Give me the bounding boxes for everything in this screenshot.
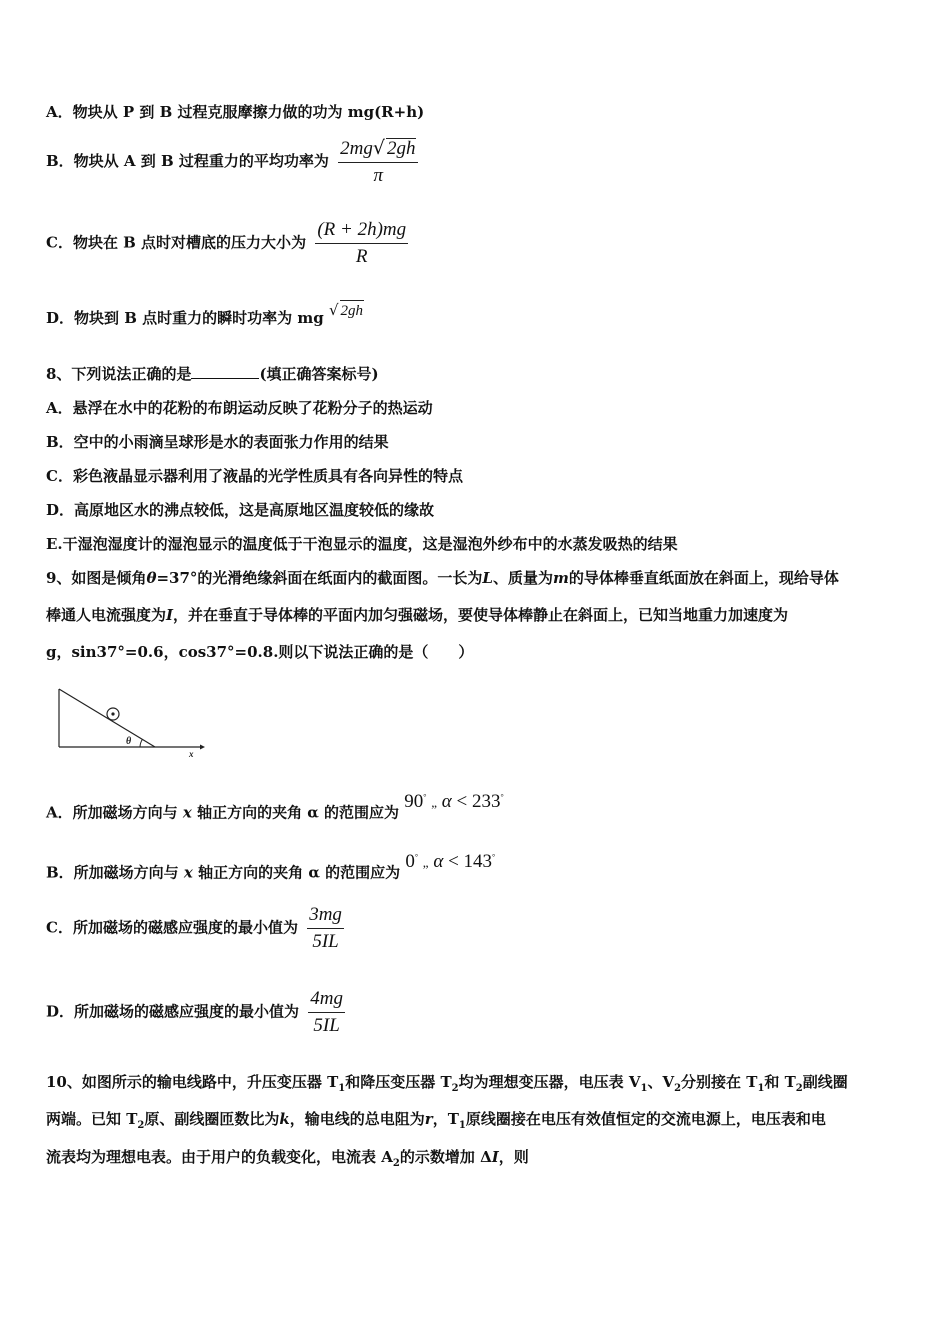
q7-option-d-text: D．物块到 B 点时重力的瞬时功率为 mg (46, 309, 324, 327)
q9-s1a: 9、如图是倾角 (46, 569, 147, 587)
q10-l1-3: 2 (451, 1083, 459, 1094)
q9-b-post: 轴正方向的夹角 α 的范围应为 (198, 863, 401, 882)
q7-b-num-radicand: 2gh (386, 138, 416, 159)
angle-arc (140, 740, 142, 747)
q9-a-range: 90° „ α < 233° (404, 791, 504, 813)
q7-option-c-fraction (315, 220, 408, 267)
q7-b-denominator: π (373, 165, 384, 186)
q9-a-low: 90 (404, 791, 424, 813)
q8-answer-blank[interactable] (191, 364, 259, 379)
q9-stem-line-1 (46, 568, 839, 588)
q9-b-low: 0 (405, 851, 415, 873)
q9-stem-line-2 (46, 605, 788, 625)
q7-option-b-text: B．物块从 A 到 B 过程重力的平均功率为 (46, 152, 329, 170)
q10-l3-4: ，则 (498, 1148, 529, 1166)
q7-c-numerator: (R + 2h)mg (315, 220, 408, 244)
q7-option-a: A．物块从 P 到 B 过程克服摩擦力做的功为 mg(R+h) (46, 103, 425, 121)
q7-b-num-coef: 2mg (340, 138, 373, 159)
q10-l1-4: 均为理想变压器，电压表 V (458, 1073, 641, 1091)
q8-option-a: A．悬浮在水中的花粉的布朗运动反映了花粉分子的热运动 (46, 399, 433, 417)
q8-option-b: B．空中的小雨滴呈球形是水的表面张力作用的结果 (46, 433, 389, 451)
q10-l1-7: 2 (674, 1083, 682, 1094)
q7-option-b (46, 138, 418, 186)
q9-option-b (46, 851, 496, 883)
q9-a-op: < (456, 791, 468, 813)
q9-b-x: x (183, 863, 193, 882)
q9-s2a: 棒通人电流强度为 (46, 606, 167, 624)
q10-l2-6: ，T (432, 1110, 459, 1128)
q9-d-numerator: 4mg (308, 989, 345, 1013)
q9-b-pre: B．所加磁场方向与 (46, 863, 179, 882)
q10-l2-8: 原线圈接在电压有效值恒定的交流电源上，电压表和电 (465, 1110, 826, 1128)
q9-theta: θ (146, 569, 157, 587)
q10-l3-1: 2 (392, 1158, 400, 1169)
q9-s2b: ，并在垂直于导体棒的平面内加匀强磁场，要使导体棒静止在斜面上，已知当地重力加速度为 (173, 606, 789, 624)
q10-l3-0: 流表均为理想电表。由于用户的负载变化，电流表 A (46, 1148, 393, 1166)
q10-stem-line-3 (46, 1147, 529, 1174)
x-axis-arrow (200, 745, 205, 750)
q10-l1-8: 分别接在 T (681, 1073, 758, 1091)
q9-a-x: x (182, 803, 192, 822)
q10-l2-2: 原、副线圈匝数比为 (144, 1110, 280, 1128)
q10-l1-2: 和降压变压器 T (345, 1073, 452, 1091)
q8-option-c: C．彩色液晶显示器利用了液晶的光学性质具有各向异性的特点 (46, 467, 463, 485)
q10-l3-3: I (491, 1148, 499, 1166)
q9-b-rel: „ (422, 855, 429, 871)
q10-l2-7: 1 (458, 1120, 466, 1131)
incline-figure (52, 683, 212, 759)
q9-a-rel: „ (431, 795, 438, 811)
conductor-rod-dot (111, 712, 114, 715)
q7-d-radicand: 2gh (340, 300, 365, 321)
q9-s1c: 、质量为 (492, 569, 553, 587)
q10-stem-line-2 (46, 1109, 826, 1136)
q9-a-var: α (441, 791, 452, 813)
q8-option-d: D．高原地区水的沸点较低，这是高原地区温度较低的缘故 (46, 501, 435, 519)
q10-l1-0: 10、如图所示的输电线路中，升压变压器 T (46, 1073, 339, 1091)
q10-l1-9: 1 (757, 1083, 765, 1094)
q7-option-d: D．物块到 B 点时重力的瞬时功率为 mg √ 2gh (46, 301, 364, 327)
q9-option-a (46, 791, 504, 823)
q9-c-numerator: 3mg (307, 905, 344, 929)
q9-stem-line-3: g，sin37°=0.6，cos37°=0.8.则以下说法正确的是（ ） (46, 643, 474, 661)
q8-stem-pre: 8、下列说法正确的是 (46, 365, 192, 383)
q10-l2-3: k (279, 1110, 290, 1128)
q10-l1-12: 副线圈 (802, 1073, 848, 1091)
q9-option-d (46, 989, 345, 1036)
q9-c-fraction (307, 905, 344, 952)
q8-option-e: E.干湿泡湿度计的湿泡显示的温度低于干泡显示的温度，这是湿泡外纱布中的水蒸发吸热的结果 (46, 535, 678, 553)
q10-l2-0: 两端。已知 T (46, 1110, 138, 1128)
axis-label: x (189, 749, 194, 759)
q7-option-b-fraction: $\frac{2mg√ 2gh}{\pi}$ (338, 138, 418, 186)
q9-I: I (166, 606, 174, 624)
q8-stem-post: (填正确答案标号) (259, 365, 379, 383)
q10-l2-1: 2 (137, 1120, 145, 1131)
q10-l1-5: 1 (640, 1083, 648, 1094)
q10-stem-line-1 (46, 1072, 848, 1099)
q9-d-denominator: 5IL (313, 1015, 340, 1036)
q9-a-pre: A．所加磁场方向与 (46, 803, 178, 822)
q9-s1b: =37°的光滑绝缘斜面在纸面内的截面图。一长为 (156, 569, 483, 587)
q10-l1-10: 和 T (764, 1073, 796, 1091)
q10-l1-6: 、V (647, 1073, 675, 1091)
q9-b-range: 0° „ α < 143° (405, 851, 496, 873)
q10-l3-2: 的示数增加 Δ (399, 1148, 492, 1166)
angle-label: θ (126, 736, 132, 747)
q7-c-denominator: R (355, 246, 368, 267)
q9-b-var: α (433, 851, 444, 873)
q9-c-text: C．所加磁场的磁感应强度的最小值为 (46, 918, 298, 937)
q9-d-text: D．所加磁场的磁感应强度的最小值为 (46, 1002, 300, 1021)
incline-slope (59, 689, 155, 747)
q10-l2-4: ，输电线的总电阻为 (289, 1110, 425, 1128)
q9-m: m (552, 569, 569, 587)
q8-stem (46, 364, 379, 384)
q7-option-c (46, 220, 408, 267)
q7-option-c-text: C．物块在 B 点时对槽底的压力大小为 (46, 233, 307, 252)
q10-l2-5: r (424, 1110, 433, 1128)
q9-d-fraction (308, 989, 345, 1036)
q9-a-high: 233 (471, 791, 501, 813)
q9-s1d: 的导体棒垂直纸面放在斜面上，现给导体 (568, 569, 839, 587)
q9-b-high: 143 (463, 851, 493, 873)
q9-b-op: < (448, 851, 459, 873)
q10-l1-1: 1 (338, 1083, 346, 1094)
q9-L: L (482, 569, 493, 587)
q10-l1-11: 2 (795, 1083, 803, 1094)
q9-a-post: 轴正方向的夹角 α 的范围应为 (197, 803, 400, 822)
q9-option-c (46, 905, 344, 952)
q9-c-denominator: 5IL (312, 931, 339, 952)
